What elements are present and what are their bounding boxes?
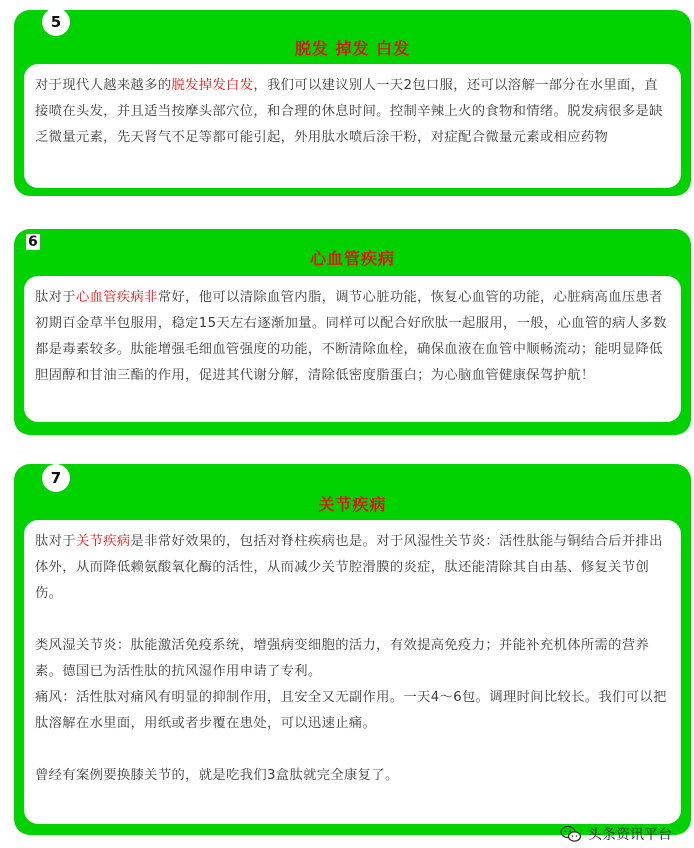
section-card-5 xyxy=(14,10,691,196)
highlighted-keyword: 心血管疾病非 xyxy=(75,290,158,305)
section-title: 心血管疾病 xyxy=(309,249,395,268)
section-paragraph: 类风湿关节炎：肽能激活免疫系统，增强病变细胞的活力，有效提高免疫力；并能补充机体所需的营养素。德国已为活性肽的抗风湿作用申请了专利。 xyxy=(35,638,650,679)
section-title: 脱发 掉发 白发 xyxy=(294,39,411,58)
section-paragraph: 曾经有案例要换膝关节的，就是吃我们3盒肽就完全康复了。 xyxy=(35,768,399,783)
section-card-6 xyxy=(14,229,691,435)
section-paragraph: 痛风：活性肽对痛风有明显的抑制作用，且安全又无副作用。一天4～6包。调理时间比较长。我们可以把肽溶解在水里面，用纸或者步覆在患处，可以迅速止痛。 xyxy=(35,690,667,731)
paragraph-spacer xyxy=(35,607,671,633)
paragraph-text: 常好，他可以清除血管内脂，调节心脏功能，恢复心血管的功能，心脏病高血压患者初期百金草半包服用，稳定15天左右逐渐加量。同样可以配合好欣肽一起服用，一般，心血管的病人多数都是毒素较多。肽能增强毛细血管强度的功能，不断清除血栓，确保血液在血管中顺畅流动；能明显降低胆固醇和甘油三酯的作用，促进其代谢分解，清除低密度脂蛋白；为心脑血管健康保驾护航！ xyxy=(35,290,667,383)
paragraph-text: 是非常好效果的，包括对脊柱疾病也是。对于风湿性关节炎：活性肽能与铜结合后并排出体外，从而降低赖氨酸氧化酶的活性，从而减少关节腔滑膜的炎症，肽还能清除其自由基、修复关节创伤。 xyxy=(35,534,663,601)
section-title: 关节疾病 xyxy=(318,495,387,514)
wechat-icon xyxy=(560,825,582,843)
section-paragraph xyxy=(35,529,671,607)
section-number-badge: 6 xyxy=(28,234,38,250)
section-content-box xyxy=(24,276,681,422)
paragraph-text: 肽对于 xyxy=(35,534,76,549)
section-content-box xyxy=(24,64,681,188)
section-paragraph xyxy=(35,73,671,151)
section-content-box xyxy=(24,520,681,824)
watermark xyxy=(560,824,672,844)
paragraph-spacer xyxy=(35,737,671,763)
highlighted-keyword: 脱发掉发白发 xyxy=(171,78,254,93)
section-card-7 xyxy=(14,464,691,835)
watermark-text: 头条资讯平台 xyxy=(588,827,672,843)
section-paragraph xyxy=(35,285,671,389)
section-number-badge: 5 xyxy=(42,8,70,36)
paragraph-text: 对于现代人越来越多的 xyxy=(35,78,172,93)
paragraph-text: 肽对于 xyxy=(35,290,76,305)
section-number-badge: 7 xyxy=(42,464,70,492)
highlighted-keyword: 关节疾病 xyxy=(75,534,131,549)
paragraph-text: ，我们可以建议别人一天2包口服，还可以溶解一部分在水里面，直接喷在头发，并且适当按摩头部穴位，和合理的休息时间。控制辛辣上火的食物和情绪。脱发病很多是缺乏微量元素，先天肾气不足等都可能引起，外用肽水喷后涂干粉，对症配合微量元素或相应药物 xyxy=(35,78,663,145)
